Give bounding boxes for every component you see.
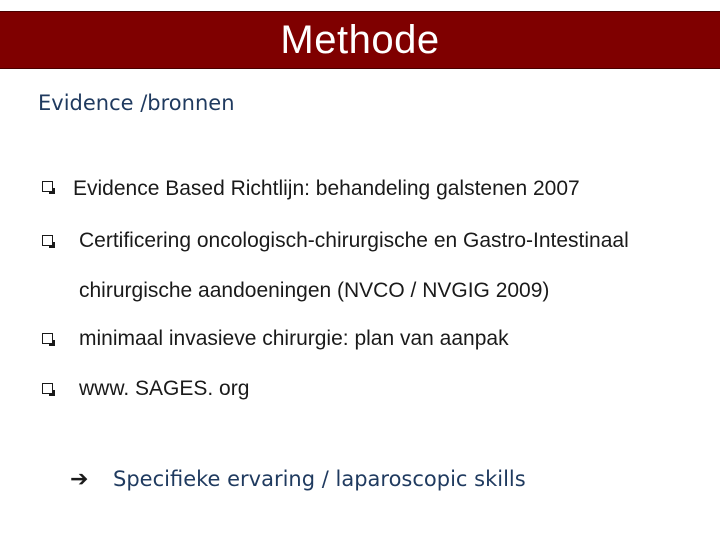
bullet-text: Evidence Based Richtlijn: behandeling galstenen 2007 [73, 177, 580, 200]
arrow-right-icon: ➔ [70, 466, 89, 491]
bullet-text: Certificering oncologisch-chirurgische en Gastro-Intestinaal [79, 229, 629, 252]
slide-subtitle: Evidence /bronnen [38, 91, 235, 115]
title-bar [0, 11, 720, 69]
checkbox-bullet-icon [42, 181, 53, 192]
checkbox-bullet-icon [42, 235, 53, 246]
bullet-text: minimaal invasieve chirurgie: plan van aanpak [79, 327, 509, 350]
bullet-text: www. SAGES. org [79, 377, 250, 400]
slide-title: Methode [280, 18, 440, 62]
checkbox-bullet-icon [42, 333, 53, 344]
bullet-text-continuation: chirurgische aandoeningen (NVCO / NVGIG 2009) [79, 279, 550, 302]
checkbox-bullet-icon [42, 383, 53, 394]
conclusion-text: Specifieke ervaring / laparoscopic skills [113, 467, 526, 491]
